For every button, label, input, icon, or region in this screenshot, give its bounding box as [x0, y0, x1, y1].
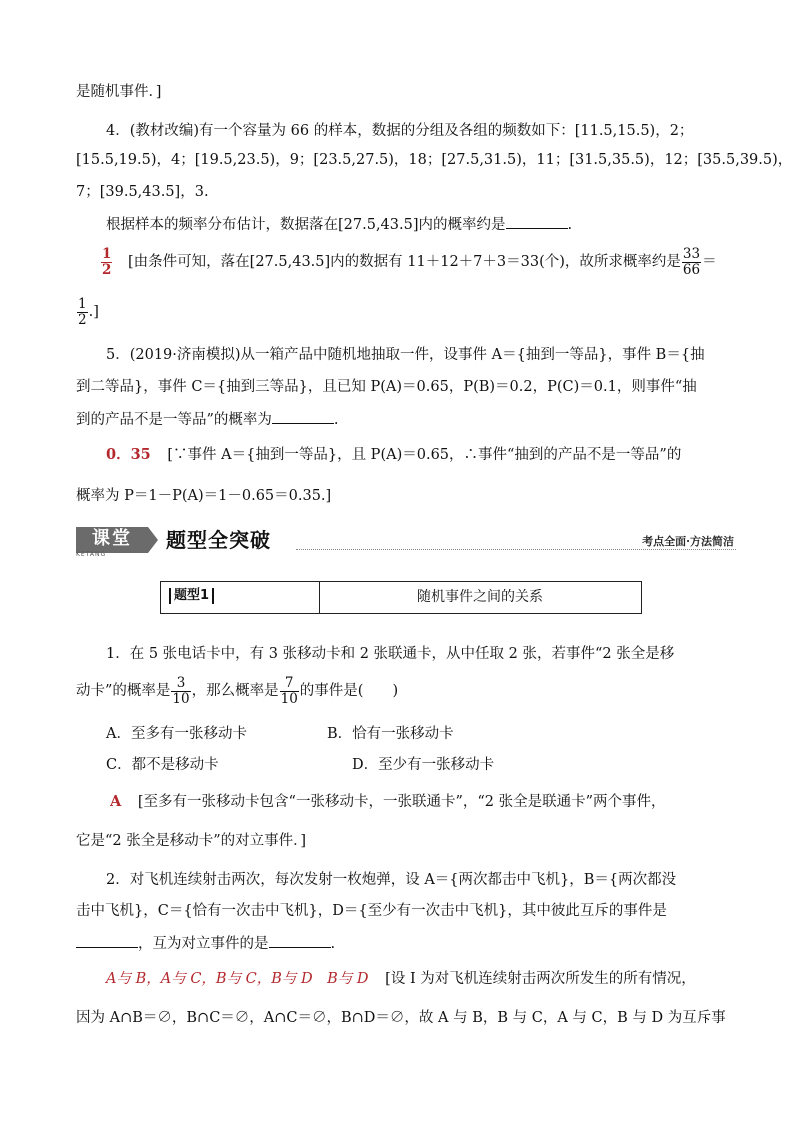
q4-explanation: [由条件可知，落在[27.5,43.5]内的数据有 11＋12＋7＋3＝33(个)，故所求概率约是: [128, 254, 681, 270]
q5-answer: 0．35: [106, 446, 151, 463]
q2-explanation: [设 I 为对飞机连续射击两次所发生的所有情况，: [385, 971, 696, 987]
answer-blank: [272, 409, 334, 424]
q5-explanation: [∵事件 A＝{抽到一等品}，且 P(A)＝0.65，∴事件“抽到的产品不是一等品”的: [167, 447, 682, 463]
q1-option-c: C．都不是移动卡: [106, 757, 219, 773]
answer-blank: [506, 214, 568, 229]
question-type-label: 题型1: [169, 588, 214, 604]
answer-blank: [76, 933, 138, 948]
q1-line-2: 动卡”的概率是 $\frac{3}{10}$ ，那么概率是 $\frac{7}{10}$ 的事件是( ): [76, 674, 399, 707]
section-subtitle: 考点全面·方法简洁: [642, 535, 734, 548]
q5-line-3: 到的产品不是一等品”的概率为 .: [76, 409, 339, 430]
q4-fraction-1-2: $\frac{1}{2}$: [78, 295, 87, 328]
q4-answer-fraction: $\frac{1}{2}$: [102, 245, 112, 278]
q4-solution: [100, 245, 717, 279]
section-tag: 课堂: [76, 527, 148, 553]
q1-explanation: [至多有一张移动卡包含“一张移动卡，一张联通卡”，“2 张全是联通卡”两个事件，: [137, 794, 666, 810]
section-header: [76, 527, 736, 558]
q4-line-2: [15.5,19.5)，4；[19.5,23.5)，9；[23.5,27.5)，18；[27.5,31.5)，11；[31.5,35.5)，12；[35.5,39.5)，: [76, 152, 793, 168]
q5-solution: [106, 445, 681, 465]
q4-fraction-33-66: $\frac{33}{66}$: [682, 245, 701, 278]
q4-solution-end: $\frac{1}{2}$ .]: [78, 295, 99, 328]
q4-line-3: 7；[39.5,43.5]，3.: [76, 184, 209, 200]
q1-fraction-7-10: $\frac{7}{10}$: [280, 674, 298, 707]
q4-question-text: 根据样本的频率分布估计，数据落在[27.5,43.5]内的概率约是: [106, 217, 506, 233]
q5-line-2: 到二等品}，事件 C＝{抽到三等品}，且已知 P(A)＝0.65，P(B)＝0.2，P(C)＝0.1，则事件“抽: [76, 379, 697, 395]
q5-solution-2: 概率为 P＝1－P(A)＝1－0.65＝0.35.]: [76, 488, 332, 504]
q1-fraction-3-10: $\frac{3}{10}$: [172, 674, 190, 707]
q2-line-2: 击中飞机}，C＝{恰有一次击中飞机}，D＝{至少有一次击中飞机}，其中彼此互斥的事件是: [76, 903, 667, 919]
q1-option-a: A．至多有一张移动卡: [106, 726, 247, 742]
q2-line-1: 2．对飞机连续射击两次，每次发射一枚炮弹，设 A＝{两次都击中飞机}，B＝{两次都没: [106, 872, 677, 888]
section-title: 题型全突破: [166, 528, 271, 552]
equals-sign: ＝: [702, 254, 717, 270]
question-type-box: [160, 581, 642, 614]
q1-option-d: D．至少有一张移动卡: [352, 757, 495, 773]
q2-solution-2: 因为 A∩B＝∅，B∩C＝∅，A∩C＝∅，B∩D＝∅，故 A 与 B，B 与 C，A 与 C，B 与 D 为互斥事: [76, 1010, 726, 1026]
q4-line-1: 4．(教材改编)有一个容量为 66 的样本，数据的分组及各组的频数如下：[11.5,15.5)，2；: [106, 123, 694, 139]
q4-line-4: [106, 214, 572, 235]
q5-line-1: 5．(2019·济南模拟)从一箱产品中随机地抽取一件，设事件 A＝{抽到一等品}，事件 B＝{抽: [106, 347, 705, 363]
q1-answer: A: [110, 793, 122, 810]
section-arrow-icon: [148, 527, 158, 553]
section-tag-pinyin: KETANG: [76, 551, 107, 558]
section-divider: [296, 549, 736, 550]
q1-option-b: B．恰有一张移动卡: [327, 726, 454, 742]
q2-solution: [106, 969, 696, 989]
q4-period: .: [567, 217, 573, 233]
q1-solution: [110, 792, 666, 812]
paragraph-continuation: 是随机事件．]: [76, 84, 162, 100]
question-type-title: 随机事件之间的关系: [417, 589, 543, 605]
q1-line-1: 1．在 5 张电话卡中，有 3 张移动卡和 2 张联通卡，从中任取 2 张，若事件“2 张全是移: [106, 646, 675, 662]
answer-blank: [269, 933, 331, 948]
q1-solution-2: 它是“2 张全是移动卡”的对立事件．]: [76, 833, 307, 849]
q2-line-3: ，互为对立事件的是 .: [76, 933, 335, 954]
q2-answer: A与 B，A与 C，B与 C，B与 D B与 D: [106, 971, 369, 987]
